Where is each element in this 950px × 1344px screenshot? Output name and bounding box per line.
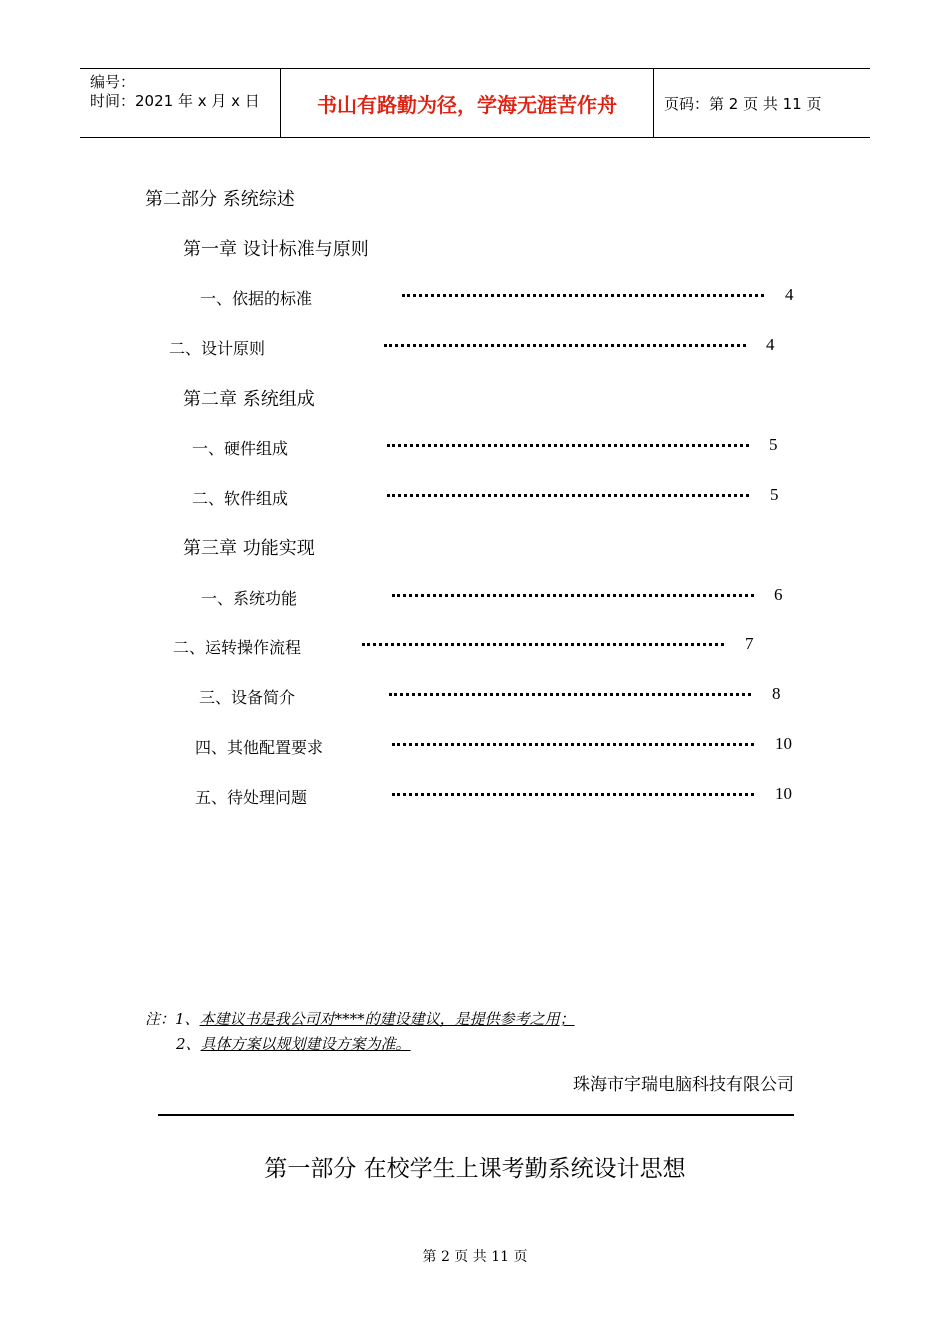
- header-meta: [80, 69, 281, 137]
- section-divider: [158, 1114, 794, 1116]
- toc-leader-dots: [392, 594, 754, 597]
- document-number-label: 编号：: [90, 73, 136, 91]
- toc-item-label: 二、设计原则: [169, 339, 266, 358]
- toc-leader-dots: [387, 494, 749, 497]
- note-number: 1、: [175, 1010, 200, 1028]
- toc-item-label: 一、依据的标准: [200, 289, 313, 308]
- toc-leader-dots: [392, 793, 754, 796]
- toc-leader-dots: [392, 743, 754, 746]
- toc-item-label: 一、硬件组成: [192, 439, 289, 458]
- header-motto: 书山有路勤为径，学海无涯苦作舟: [281, 69, 654, 137]
- note-text: 本建议书是我公司对****的建设建议，是提供参考之用；: [199, 1010, 575, 1028]
- next-part-title: 第一部分 在校学生上课考勤系统设计思想: [264, 1156, 686, 1182]
- toc-item-label: 二、软件组成: [192, 489, 289, 508]
- note-prefix: 注：: [145, 1010, 176, 1028]
- toc-item-label: 三、设备简介: [199, 688, 296, 707]
- document-date: 时间：2021 年 x 月 x 日: [90, 92, 260, 110]
- toc-leader-dots: [402, 294, 764, 297]
- toc-item-label: 五、待处理问题: [195, 788, 308, 807]
- toc-leader-dots: [384, 344, 746, 347]
- toc-item-page: 8: [772, 684, 781, 703]
- toc-item-page: 7: [745, 634, 754, 653]
- toc-item-label: 一、系统功能: [201, 589, 298, 608]
- note-number: 2、: [176, 1035, 201, 1053]
- toc-item-page: 5: [769, 435, 778, 454]
- toc-leader-dots: [389, 693, 751, 696]
- toc-leader-dots: [362, 643, 724, 646]
- toc-item-page: 4: [785, 285, 794, 304]
- toc-item-label: 二、运转操作流程: [173, 638, 302, 657]
- toc-part-title: 第二部分 系统综述: [145, 189, 295, 210]
- toc-item-page: 6: [774, 585, 783, 604]
- toc-chapter-title: 第三章 功能实现: [183, 538, 315, 559]
- toc-item-page: 5: [770, 485, 779, 504]
- toc-item-page: 4: [766, 335, 775, 354]
- note-text: 具体方案以规划建设方案为准。: [200, 1035, 411, 1053]
- note-line-2: [176, 1033, 411, 1054]
- toc-item-page: 10: [775, 734, 792, 753]
- note-line-1: [145, 1008, 575, 1029]
- page-footer: 第 2 页 共 11 页: [422, 1249, 528, 1265]
- toc-item-page: 10: [775, 784, 792, 803]
- company-name: 珠海市宇瑞电脑科技有限公司: [573, 1075, 794, 1095]
- toc-chapter-title: 第一章 设计标准与原则: [183, 239, 369, 260]
- toc-chapter-title: 第二章 系统组成: [183, 389, 315, 410]
- header-page-code: 页码：第 2 页 共 11 页: [664, 94, 822, 113]
- toc-leader-dots: [387, 444, 749, 447]
- document-header: [80, 68, 870, 138]
- toc-item-label: 四、其他配置要求: [195, 738, 324, 757]
